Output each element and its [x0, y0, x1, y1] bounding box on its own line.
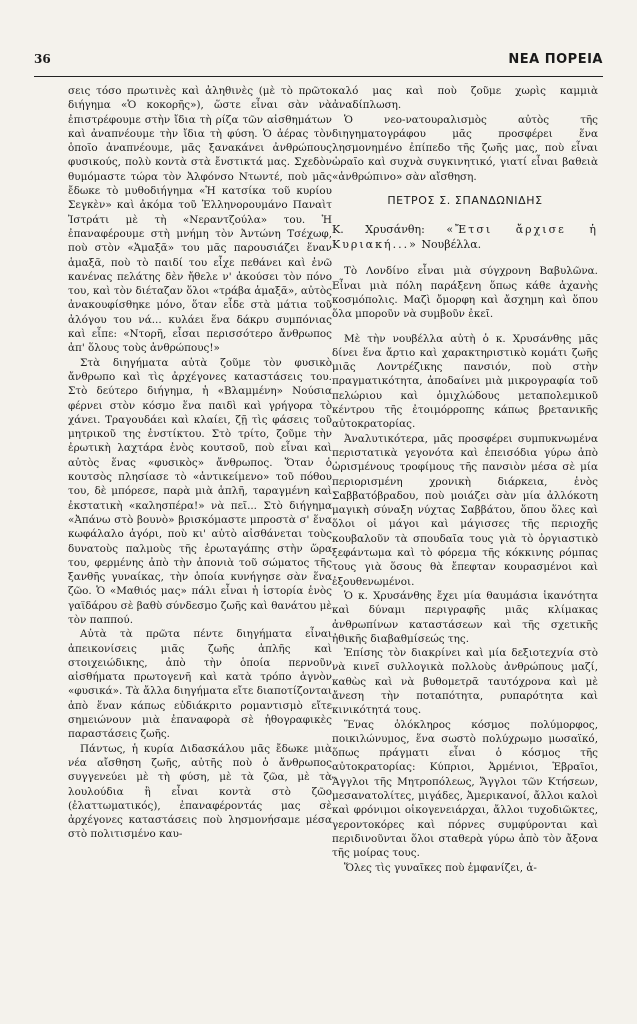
- paragraph: σεις τόσο πρωτινὲς καὶ ἀληθινὲς (μὲ τὸ πρῶτο διήγημα «Ὁ κοκορῆς»), ὥστε εἶναι σὰν νὰ ἐπιστρέφουμε στὴν ἴδια τὴ ρίζα τῶν αἰσθημάτων καὶ ἀναπνέουμε τὴν ἴδια τὴ φύση. Ὁ ἀέρας τὸν ὁποῖο ἀναπνέουμε, μᾶς ξανακάνει ἀνθρώπους φυσικούς, πολὺ κοντὰ στὰ ἔνστικτά μας. Σχεδὸν θυμόμαστε τώρα τὸν Ἀλφόνσο Ντωντέ, ποὺ μᾶς ἔδωκε τὸ μυθοδιήγημα «Ἡ κατσίκα τοῦ κυρίου Σεγκὲν» καὶ ἀκόμα τοῦ Ἑλληνορουμάνο Παναὶτ Ἰστράτι μὲ τὴ «Νεραντζούλα» του. Ἡ ἐπαναφέρουμε στὴ μνήμη τὸν Ἀντώνη Τσέχωφ, ποὺ στὸν «Ἁμαξᾶ» του μᾶς παρουσιάζει ἕναν ἁμαξᾶ, ποὺ τὸ παιδί του εἶχε πεθάνει καὶ ἐνῶ κανένας πελάτης δὲν ἤθελε ν' ἀκούσει τὸν πόνο του, καὶ τὸν διέταζαν ὅλοι «τράβα ἁμαξᾶ», αὐτὸς ἀνακουφίσθηκε μόνο, ὅταν εἶδε στὰ μάτια τοῦ ἀλόγου του νά... κυλάει ἕνα δάκρυ συμπόνιας καὶ εἶπε: «Ντορῆ, εἶσαι περισσότερο ἄνθρωπος ἀπ' ὅλους τοὺς ἀνθρώπους!»: [68, 85, 332, 355]
- review-heading: [332, 222, 598, 252]
- paragraph: καλό μας καὶ ποὺ ζοῦμε χωρὶς καμμιὰ ἀναδίπλωση.: [332, 85, 598, 112]
- paragraph: Πάντως, ἡ κυρία Διδασκάλου μᾶς ἔδωκε μιὰ νέα αἴσθηση ζωῆς, αὐτῆς ποὺ ὁ ἄνθρωπος συγγενεύει μὲ τὴ φύση, μὲ τὰ ζῶα, μὲ τὰ λουλούδια ἢ εἶναι κοντὰ στὸ ζῶο (ἐλαττωματικός), ἐπαναφέροντάς μας σὲ ἀρχέγονες καταστάσεις ποὺ λησμονήσαμε μέσα στὸ πολιτισμένο καυ-: [68, 742, 332, 841]
- right-column: [332, 84, 598, 875]
- paragraph: Τὸ Λονδίνο εἶναι μιὰ σύγχρονη Βαβυλῶνα. Εἶναι μιὰ πόλη παράξενη ὅπως κάθε ἀχανὴς κοσμόπολις. Μαζὶ ὄμορφη καὶ ἄσχημη καὶ ὅπου ὅλα μποροῦν νὰ συμβοῦν ἐκεῖ.: [332, 265, 598, 321]
- paragraph: Ἐπίσης τὸν διακρίνει καὶ μία δεξιοτεχνία στὸ νὰ κινεῖ συλλογικὰ πολλοὺς ἀνθρώπους μαζί, καθὼς καὶ νὰ βυθομετρᾶ ταυτόχρονα καὶ μὲ ἄνεση τὴν ποταπότητα, ρυπαρότητα καὶ κινικότητά τους.: [332, 647, 598, 717]
- paragraph: Ὁ νεο-νατουραλισμὸς αὐτὸς τῆς διηγηματογράφου μᾶς προσφέρει ἕνα λησμονημένο ἐπίπεδο τῆς ζωῆς μας, ποὺ εἶναι ὡραῖο καὶ συχνὰ συγκινητικό, γιατί εἶναι βαθειὰ «ἀνθρώπινο» σὰν αἴσθηση.: [332, 113, 598, 183]
- running-title: ΝΕΑ ΠΟΡΕΙΑ: [508, 52, 603, 67]
- page-number: 36: [34, 52, 51, 66]
- review-author: Κ. Χρυσάνθη:: [332, 223, 425, 237]
- review-genre: Νουβέλλα.: [421, 238, 482, 252]
- paragraph: Ἕνας ὁλόκληρος κόσμος πολύμορφος, ποικιλώνυμος, ἕνα σωστὸ πολύχρωμο μωσαϊκό, ὅπως πράγματι εἶναι ὁ κόσμος τῆς αὐτοκρατορίας: Κύπριοι, Ἀρμένιοι, Ἑβραῖοι, Ἄγγλοι τῆς Μητροπόλεως, Ἄγγλοι τῶν Κτήσεων, μεσανατολίτες, μιγάδες, Ἀμερικανοί, ἄλλοι καλοὶ καὶ φρόνιμοι οἰκογενειάρχαι, ἄλλοι τυχοδιῶκτες, γεροντοκόρες καὶ πόρνες συμφύρονται καὶ περιδινοῦνται ὅλοι σταθερὰ γύρω ἀπὸ τὸν ἄξονα τῆς μοίρας τους.: [332, 718, 598, 860]
- paragraph: Ἀναλυτικότερα, μᾶς προσφέρει συμπυκνωμένα περιστατικὰ γεγονότα καὶ ἐπεισόδια γύρω ἀπὸ ὡρισμένους τροφίμους τῆς πανσιὸν μέσα σὲ μία περιορισμένη χρονικὴ διάρκεια, ἑνὸς Σαββατόβραδου, ποὺ μοιάζει σὰν μία ἀλλόκοτη μαγικὴ σύναξη νύχτας Σαββάτου, ὅπου ὅλες καὶ ὅλοι οἱ μάγοι καὶ μάγισσες τῆς περιοχῆς κουβαλοῦν τὰ σπουδαῖα τους γιὰ τὸ ὀργιαστικὸ ξεφάντωμα καὶ τὸ φόρεμα τῆς κόκκινης ρόμπας τους γιὰ ὅσους θὰ ἔπεφταν κουρασμένοι καὶ ἐξουθενωμένοι.: [332, 432, 598, 588]
- page-header: [34, 52, 603, 72]
- paragraph: Μὲ τὴν νουβέλλα αὐτὴ ὁ κ. Χρυσάνθης μᾶς δίνει ἕνα ἄρτιο καὶ χαρακτηριστικὸ κομάτι ζωῆς μιᾶς Λοντρέζικης πανσιόν, ποὺ στὴν πραγματικότητα, ἀποδαίνει μιὰ μικρογραφία τοῦ πελώριου καὶ ὁμιχλώδους μεταπολεμικοῦ κέντρου τῆς ἐτοιμόρροπης κάπως βρετανικῆς αὐτοκρατορίας.: [332, 332, 598, 431]
- paragraph: Στὰ διηγήματα αὐτὰ ζοῦμε τὸν φυσικὸ ἄνθρωπο καὶ τὶς ἀρχέγονες καταστάσεις του. Στὸ δεύτερο διήγημα, ἡ «Βλαμμένη» Νούσια φέρνει στὸν κόσμο ἕνα παιδὶ καὶ γρήγορα τὸ χάνει. Τραγουδάει καὶ κλαίει, ζῇ τὶς φάσεις τοῦ μητρικοῦ της ἐνστίκτου. Στὸ τρίτο, ζοῦμε τὴν ἐρωτικὴ λαχτάρα ἑνὸς κουτσοῦ, ποὺ εἶναι καὶ αὐτὸς ἕνας «φυσικὸς» ἄνθρωπος. Ὅταν ὁ κουτσὸς πλησίασε τὸ «ἀντικείμενο» τοῦ πόθου του, δὲ μπόρεσε, παρὰ μιὰ ἁπλῆ, ταραγμένη καὶ ἐκστατικὴ «καλησπέρα!» νὰ πεῖ... Στὸ διήγημα «Ἀπάνω στὸ βουνὸ» βρισκόμαστε μπροστὰ σ' ἕνα κωφάλαλο ἀγόρι, ποὺ κι' αὐτὸ αἰσθάνεται τοὺς δυνατοὺς παλμοὺς τῆς ἐρωταγάπης στὴν ὥρα του, φερμένης ἀπὸ τὴν ἀπονιὰ τοῦ σώματος τῆς ξανθῆς γυναίκας, τὴν ὁποία κυνήγησε σὰν ἕνα ζῶο. Ὁ «Μαθιός μας» πάλι εἶναι ἡ ἱστορία ἑνὸς γαϊδάρου σὲ βαθὺ σύνδεσμο ζωῆς καὶ θανάτου μὲ τὸν παππού.: [68, 356, 332, 626]
- paragraph: Ὅλες τὶς γυναῖκες ποὺ ἐμφανίζει, ἀ-: [344, 861, 537, 874]
- paragraph: Αὐτὰ τὰ πρῶτα πέντε διηγήματα εἶναι ἀπεικονίσεις μιᾶς ζωῆς ἁπλῆς καὶ στοιχειώδικης, ἀπὸ τὴν ὁποία περνοῦν αἰσθήματα πρωτογενῆ καὶ κατὰ τρόπο ἁγνὸν «φυσικά». Τὰ ἄλλα διηγήματα εἴτε διαποτίζονται ἀπὸ ἕναν κάπως εὐδιάκριτο ρομαντισμὸ εἴτε σημειώνουν μιὰ ἐπαναφορὰ σὲ ἠθογραφικὲς παραστάσεις ζωῆς.: [68, 628, 332, 741]
- left-column: [68, 84, 332, 842]
- review-title: «Ἔτσι ἄρχισε ἡ Κυριακή...»: [332, 223, 598, 252]
- header-rule: [34, 76, 603, 77]
- paragraph: Ὁ κ. Χρυσάνθης ἔχει μία θαυμάσια ἱκανότητα καὶ δύναμι περιγραφῆς μιᾶς κλίμακας ἀνθρωπίνων καταστάσεων καὶ τῆς σχετικῆς ἠθικῆς διαβαθμίσεώς της.: [332, 589, 598, 645]
- review-signature: ΠΕΤΡΟΣ Σ. ΣΠΑΝΔΩΝΙΔΗΣ: [387, 194, 543, 208]
